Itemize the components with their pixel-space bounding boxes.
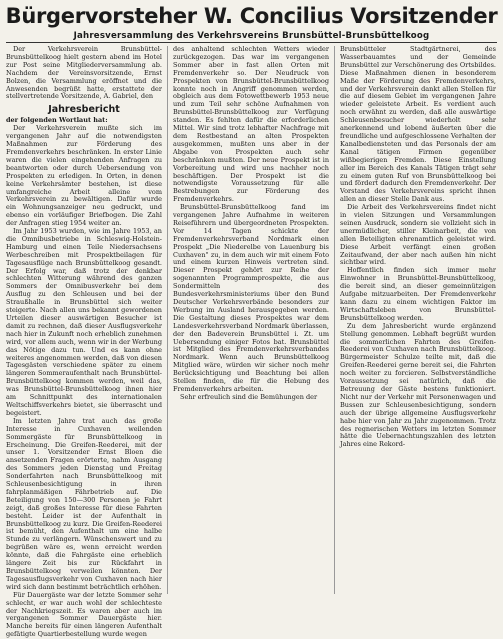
headline: Bürgervorsteher W. Concilius Vorsitzender	[5, 4, 498, 28]
column-3	[340, 46, 496, 596]
subheadline: Jahresversammlung des Verkehrsvereins Brunsbüttel-Brunsbüttelkoog	[73, 31, 430, 41]
paragraph: Brunsbüttel-Brunsbüttelkoog fand im vergangenen Jahre Aufnahme in weiteren Reiseführern und übergeordneten Prospekten. Vor 14 Tagen schickte der Fremdenverkehrsverband Nordmark einen Prospekt „Die Niederelbe von Lauenburg bis Cuxhaven" zu, in dem auch wir mit einem Foto und einem kurzen Hinweis vertreten sind. Dieser Prospekt gehört zur Reihe der sogenannten Programmprospekte, die aus Sondermitteln des Bundesverkehrsministeriums über den Bund Deutscher Verkehrsverbände besonders zur Werbung im Ausland herausgegeben werden. Die Gestaltung dieses Prospektes war dem Landesverkehrsverband Nordmark überlassen, der den Badeverein Brunsbüttel i. Zt. um Uebersendung einiger Fotos bat. Brunsbüttel ist Mitglied des Fremdenverkehrsverbandes Nordmark. Wenn auch Brunsbüttelkoog Mitglied wäre, würden wir sicher noch mehr Berücksichtigung und Beachtung bei allen Stellen finden, die für die Hebung des Fremdenverkehrs arbeiten.	[173, 203, 329, 393]
paragraph: Im letzten Jahre trat auch das große Interesse in Cuxhaven weilenden Sommergäste für Brunsbüttelkoog in Erscheinung. Die Greifen-Reederei, mit der unser 1. Vorsitzender Ernst Bloen die ansetzenden Fragen erörterte, nahm Ausgang des Sommers jeden Dienstag und Freitag Sonderfahrten nach Brunsbüttelkoog mit Schleusenbesichtigung in ihren fahrplanmäßigen Fährbetrieb auf. Die Beteiligung von 150—300 Personen je Fahrt zeigt, daß großes Interesse für diese Fahrten besteht. Leider ist der Aufenthalt in Brunsbüttelkoog zu kurz. Die Greifen-Reederei ist bemüht, den Aufenthalt um eine halbe Stunde zu verlängern. Wünschenswert und zu begrüßen wäre es, wenn erreicht werden könnte, daß die Fahrgäste eine erheblich längere Zeit bis zur Rückfahrt in Brunsbüttelkoog verweilen könnten. Der Tagesausflugsverkehr von Cuxhaven nach hier wird sich dann bestimmt beträchtlich erhöhen.	[6, 416, 162, 591]
paragraph: Hoffentlich finden sich immer mehr Einwohner in Brunsbüttel-Brunsbüttelkoog, die bereit sind, an dieser gemeinnützigen Aufgabe mitzuarbeiten. Der Fremdenverkehr kann dazu zu einem wichtigen Faktor im Wirtschaftsleben von Brunsbüttel-Brunsbüttelkoog werden.	[340, 266, 496, 322]
header-rule	[6, 42, 497, 43]
paragraph: Der Verkehrsverein mußte sich im vergangenen Jahr auf die notwendigsten Maßnahmen zur Förderung des Fremdenverkehrs beschränken. In erster Linie waren die vielen eingehenden Anfragen zu beantworten oder durch Uebersendung von Prospekten zu erledigen. In Orten, in denen keine Verkehrsämter bestehen, ist diese umfangreiche Arbeit alleine vom Verkehrsverein zu bewältigen. Dafür wurde ein Wohnungsanzeiger neu gedruckt, und ebenso ein vorläufiger Briefbogen. Die Zahl der Anfragen stieg 1954 weiter an.	[6, 124, 162, 228]
column-1	[6, 45, 162, 639]
section-lead: der folgenden Wortlaut hat:	[6, 116, 108, 125]
paragraph: Sehr erfreulich sind die Bemühungen der	[180, 392, 318, 401]
paragraph: Der Verkehrsverein Brunsbüttel-Brunsbüttelkoog hielt gestern abend im Hotel zur Post seine Mitgliederversammlung ab. Nachdem der Vereinsvorsitzende, Ernst Bolzen, die Versammlung eröffnet und die Anwesenden begrüßt hatte, erstattete der stellvertretende Vorsitzende, A. Gabriel, den	[6, 45, 162, 101]
paragraph: Zu dem Jahresbericht wurde ergänzend Stellung genommen. Lebhaft begrüßt wurden die sommerlichen Fahrten des Greifen-Reederei von Cuxhaven nach Brunsbüttelkoog. Bürgermeister Schulze teilte mit, daß die Greifen-Reederei gerne bereit sei, die Fahrten noch weiter zu forcieren. Selbstverständliche Voraussetzung sei natürlich, daß die Betreuung der Gäste bestens funktioniert. Nicht nur der Verkehr mit Personenwagen und Bussen zur Schleusenbesichtigung, sondern auch der übrige allgemeine Ausflugsverkehr habe hier von Jahr zu Jahr zugenommen. Trotz des regnerischen Wetters im letzten Sommer hätte die Uebernachtungszahlen des letzten Jahres eine Rekord-	[340, 321, 496, 449]
paragraph: Die Arbeit des Verkehrsvereins findet nicht in vielen Sitzungen und Versammlungen seinen Ausdruck, sondern sie vollzieht sich in unermüdlicher, stiller Kleinarbeit, die von allen Beteiligten ehrenamtlich geleistet wird. Diese Arbeit verfängt einen großen Zeitaufwand, der aber nach außen hin nicht sichtbar wird.	[340, 203, 496, 267]
paragraph: Brunsbütteler Stadtgärtnerei, des Wasserbauamtes und der Gemeinde Brunsbüttel zur Verschönerung des Ortsbildes. Diese Maßnahmen dienen in besonderem Maße der Förderung des Fremdenverkehrs, und der Verkehrsverein dankt allen Stellen für die auf diesem Gebiet im vergangenen Jahre wieder geleistete Arbeit. Es verdient auch noch erwähnt zu werden, daß alle auswärtige Schleusenbesucher wiederholt sehr anerkennend und lobend äußerten über die freundliche und aufgeschlossene Verhalten der Kanalbediensteten und das Personals der am Kanal tätigen Firmen gegenüber wißbegierigen Fremden. Diese Einstellung aller im Bereich des Kanals Tätigen trägt sehr zu einem guten Ruf von Brunsbüttelkoog bei und fördert dadurch den Fremdenverkehr. Der Vorstand des Verkehrsvereins spricht ihnen allen an dieser Stelle Dank aus.	[340, 45, 496, 204]
paragraph: Für Dauergäste war der letzte Sommer sehr schlecht, er war auch wohl der schlechteste der Nachkriegszeit. Es waren aber auch im vergangenen Sommer Dauergäste hier. Manche bereits für einen längeren Aufenthalt gefätigte Quartierbestellung wurde wegen	[6, 590, 162, 639]
column-divider	[167, 46, 168, 594]
column-divider	[334, 46, 335, 594]
section-heading: Jahresbericht	[48, 104, 120, 116]
column-2	[173, 46, 329, 596]
paragraph: des anhaltend schlechten Wetters wieder zurückgezogen. Das war im vergangenen Sommer aber in fast allen Orten mit Fremdenverkehr so. Der Neudruck von Prospekten von Brunsbüttel-Brunsbüttelkoog konnte noch in Angriff genommen werden, obgleich aus dem Fotowettbewerb 1953 neue und zum Teil sehr schöne Aufnahmen von Brunsbüttel-Brunsbüttelkoog zur Verfügung standen. Es fehlten dafür die erforderlichen Mittel. Wir sind trotz lebhafter Nachfrage mit dem Restbestand an alten Prospekten ausgekommen, mußten uns aber in der Abgabe von Prospekten auch sehr beschränken mußten. Der neue Prospekt ist in Vorbereitung und wird uns nachher noch beschäftigen. Der Prospekt ist die notwendigste Voraussetzung für alle Bestrebungen zur Förderung des Fremdenverkehrs.	[173, 45, 329, 204]
paragraph: Im Jahr 1953 wurden, wie im Jahre 1953, an die Omnibusbetriebe in Schleswig-Holstein-Hamburg und einen Teile Niedersachsens Werbeschreiben mit Prospektbeilagen für Tagesausflüge nach Brunsbüttelkoog gesandt. Der Erfolg war, daß trotz der denkbar schlechten Witterung während des ganzen Sommers der Omnibusverkehr bei dem Ausflug zu den Schleusen und bei der Straußhalle in Brunsbüttel sich weiter steigerte. Nach allen uns bekannt gewordenen Urteilen dieser auswärtigen Besucher ist damit zu rechnen, daß dieser Ausflugsverkehr nach hier in Zukunft noch erheblich zunehmen wird, vor allem auch, wenn wir in der Werbung das Nötige dazu tun. Und es kann ohne weiteres angenommen werden, daß von diesen Tagesgästen verschiedene später zu einem längeren Sommeraufenthalt nach Brunsbüttel-Brunsbüttelkoog kommen werden, weil das, was Brunsbüttel-Brunsbüttelkoog ihnen hier am Schnittpunkt des internationalen Weltschiffsverkehrs bietet, sie überrascht und begeistert.	[6, 227, 162, 417]
